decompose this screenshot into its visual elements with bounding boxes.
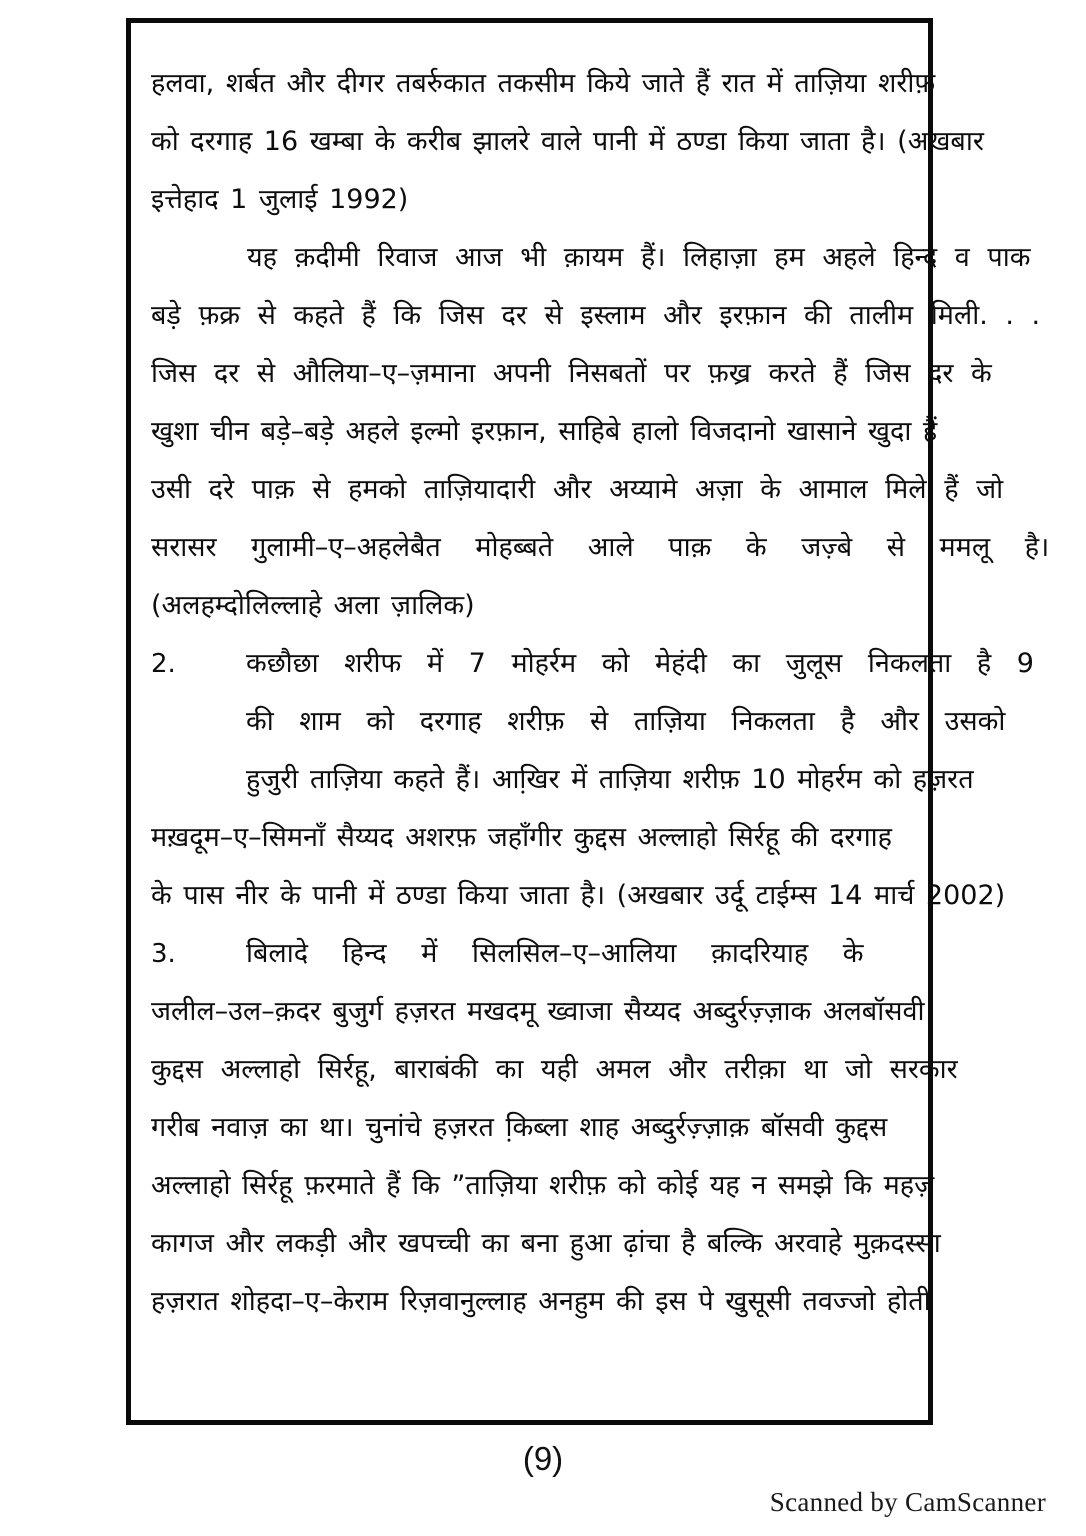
- text-line: जिस दर से औलिया–ए–ज़माना अपनी निसबतों पर फ़ख्र करते हैं जिस दर के: [151, 358, 992, 389]
- numbered-item-3: [151, 925, 917, 983]
- list-marker: 3.: [151, 939, 176, 969]
- text-line: अल्लाहो सिर्रहू फ़रमाते हैं कि ”ताज़िया शरीफ़ को कोई यह न समझे कि महज़: [151, 1170, 935, 1201]
- text-line: (अलहम्दोलिल्लाहे अला ज़ालिक): [151, 590, 475, 621]
- text-line: यह क़दीमी रिवाज आज भी क़ायम हैं। लिहाज़ा हम अहले हिन्द व पाक: [247, 242, 1031, 273]
- text-line: उसी दरे पाक़ से हमको ताज़ियादारी और अय्यामे अज़ा के आमाल मिले हैं जो: [151, 474, 1004, 505]
- text-line: बिलादे हिन्द में सिलसिल–ए–आलिया क़ादरियाह के: [246, 938, 864, 969]
- text-line: हज़रात शोहदा–ए–केराम रिज़वानुल्लाह अनहुम की इस पे खुसूसी तवज्जो होती: [151, 1286, 931, 1317]
- page-number: (9): [522, 1440, 564, 1477]
- text-line: मख़दूम–ए–सिमनाँ सैय्यद अशरफ़ जहाँगीर कुद्दस अल्लाहो सिर्रहू की दरगाह: [151, 822, 892, 853]
- text-line: सरासर गुलामी–ए–अहलेबैत मोहब्बते आले पाक़ के जज़्बे से ममलू है।: [151, 532, 1050, 563]
- text-line: कछौछा शरीफ में 7 मोहर्रम को मेहंदी का जुलूस निकलता है 9: [246, 648, 1034, 679]
- numbered-item-2: [151, 635, 1034, 693]
- text-line: खुशा चीन बड़े–बड़े अहले इल्मो इरफ़ान, साहिबे हालो विजदानो खासाने खुदा हैं: [151, 416, 938, 447]
- text-line: कुद्दस अल्लाहो सिर्रहू, बाराबंकी का यही अमल और तरीक़ा था जो सरकार: [151, 1054, 958, 1085]
- text-line: बड़े फ़क्र से कहते हैं कि जिस दर से इस्लाम और इरफ़ान की तालीम मिली. . .: [151, 300, 1041, 331]
- text-line: हलवा, शर्बत और दीगर तबर्रुकात तकसीम किये जाते हैं रात में ताज़िया शरीफ़: [151, 68, 936, 99]
- page-border-frame: [126, 18, 1050, 1425]
- text-line: हुजुरी ताज़िया कहते हैं। आखि़र में ताज़िया शरीफ़ 10 मोहर्रम को हज़रत: [246, 764, 974, 795]
- text-line: गरीब नवाज़ का था। चुनांचे हज़रत कि़ब्ला शाह अब्दुर्रज़्ज़ाक़ बॉसवी कुद्दस: [151, 1112, 888, 1143]
- camscanner-watermark: Scanned by CamScanner: [769, 1487, 1046, 1517]
- page-text-block: [151, 55, 1050, 1331]
- text-line: की शाम को दरगाह शरीफ़ से ताज़िया निकलता है और उसको: [246, 706, 1006, 737]
- list-marker: 2.: [151, 649, 176, 679]
- text-line: के पास नीर के पानी में ठण्डा किया जाता है। (अखबार उर्दू टाईम्स 14 मार्च 2002): [151, 880, 1006, 911]
- text-line: इत्तेहाद 1 जुलाई 1992): [151, 184, 409, 215]
- text-line: जलील–उल–क़दर बुजुर्ग हज़रत मखदमू ख्वाजा सैय्यद अब्दुर्रज़्ज़ाक अलबॉसवी: [151, 996, 925, 1027]
- text-line: कागज और लकड़ी और खपच्ची का बना हुआ ढ़ांचा है बल्कि अरवाहे मुक़दस्सा: [151, 1228, 941, 1259]
- text-line: को दरगाह 16 खम्बा के करीब झालरे वाले पानी में ठण्डा किया जाता है। (अखबार: [151, 126, 984, 157]
